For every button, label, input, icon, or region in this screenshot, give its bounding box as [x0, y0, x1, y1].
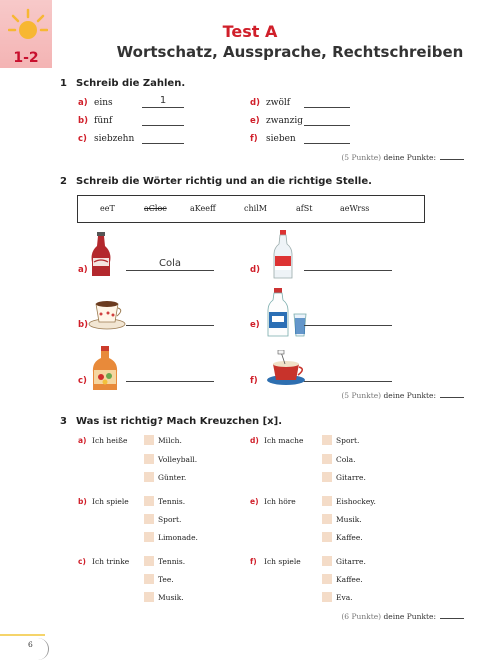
exercise-letter: b)	[78, 320, 88, 330]
answer-checkbox[interactable]	[322, 496, 332, 506]
answer-option: Eishockey.	[336, 497, 376, 506]
section-number: 1	[60, 78, 67, 89]
answer-checkbox[interactable]	[322, 592, 332, 602]
answer-option: Tennis.	[158, 497, 186, 506]
word-box	[77, 195, 425, 223]
answer-option: Musik.	[336, 515, 362, 524]
question-stem: a) Ich heiße	[78, 436, 128, 445]
answer-option: Eva.	[336, 593, 353, 602]
answer-field[interactable]: 1	[142, 96, 184, 108]
answer-checkbox[interactable]	[322, 514, 332, 524]
answer-checkbox[interactable]	[144, 472, 154, 482]
juice-bottle-icon	[90, 346, 120, 392]
page-subtitle: Wortschatz, Aussprache, Rechtschreiben	[116, 43, 464, 61]
answer-field[interactable]	[304, 370, 392, 382]
question-stem: f) Ich spiele	[250, 557, 301, 566]
answer-option: Volleyball.	[158, 455, 198, 464]
exercise-letter: c)	[78, 376, 87, 386]
exercise-letter: d)	[250, 265, 260, 275]
answer-option: Gitarre.	[336, 557, 366, 566]
section-instruction: Schreib die Wörter richtig und an die richtige Stelle.	[76, 176, 372, 187]
exercise-letter: a)	[78, 265, 88, 275]
section-number: 2	[60, 176, 67, 187]
answer-checkbox[interactable]	[322, 454, 332, 464]
exercise-item: f) sieben	[250, 134, 296, 144]
section-2-heading	[60, 176, 372, 187]
points-field[interactable]	[440, 159, 464, 160]
unit-label: 1-2	[13, 50, 39, 66]
answer-field[interactable]	[304, 132, 350, 144]
answer-option: Kaffee.	[336, 575, 363, 584]
answer-field[interactable]	[304, 114, 350, 126]
question-stem: b) Ich spiele	[78, 497, 129, 506]
tea-cup-icon	[266, 350, 306, 386]
answer-checkbox[interactable]	[144, 532, 154, 542]
answer-checkbox[interactable]	[322, 574, 332, 584]
answer-option: Milch.	[158, 436, 182, 445]
points-line: (6 Punkte) deine Punkte:	[341, 612, 464, 621]
answer-option: Tee.	[158, 575, 174, 584]
footer-rule	[0, 634, 45, 636]
answer-field[interactable]	[126, 314, 214, 326]
answer-option: Sport.	[336, 436, 360, 445]
exercise-item: e) zwanzig	[250, 116, 303, 126]
section-instruction: Schreib die Zahlen.	[76, 78, 186, 89]
answer-field[interactable]	[304, 96, 350, 108]
answer-option: Günter.	[158, 473, 187, 482]
answer-field[interactable]	[304, 259, 392, 271]
scrambled-word: afSt	[296, 204, 313, 213]
water-bottle-icon	[272, 230, 294, 280]
points-line: (5 Punkte) deine Punkte:	[341, 391, 464, 400]
exercise-item: c) siebzehn	[78, 134, 135, 144]
answer-field[interactable]	[126, 370, 214, 382]
question-stem: d) Ich mache	[250, 436, 304, 445]
answer-checkbox[interactable]	[144, 574, 154, 584]
answer-checkbox[interactable]	[144, 592, 154, 602]
scrambled-word: chilM	[244, 204, 267, 213]
answer-checkbox[interactable]	[322, 472, 332, 482]
question-stem: c) Ich trinke	[78, 557, 130, 566]
scrambled-word: aeWrss	[340, 204, 370, 213]
answer-option: Limonade.	[158, 533, 198, 542]
answer-field[interactable]: Cola	[126, 259, 214, 271]
answer-checkbox[interactable]	[144, 435, 154, 445]
exercise-item: d) zwölf	[250, 98, 291, 108]
answer-option: Kaffee.	[336, 533, 363, 542]
points-field[interactable]	[440, 618, 464, 619]
exercise-item: a) eins	[78, 98, 113, 108]
answer-option: Cola.	[336, 455, 356, 464]
points-field[interactable]	[440, 397, 464, 398]
exercise-item: b) fünf	[78, 116, 113, 126]
footer-decoration	[37, 638, 49, 660]
question-stem: e) Ich höre	[250, 497, 296, 506]
answer-checkbox[interactable]	[144, 514, 154, 524]
scrambled-word: aCloc	[144, 204, 167, 213]
section-number: 3	[60, 416, 67, 427]
answer-checkbox[interactable]	[322, 435, 332, 445]
answer-option: Sport.	[158, 515, 182, 524]
points-line: (5 Punkte) deine Punkte:	[341, 153, 464, 162]
answer-checkbox[interactable]	[322, 556, 332, 566]
answer-field[interactable]	[142, 132, 184, 144]
answer-option: Gitarre.	[336, 473, 366, 482]
answer-checkbox[interactable]	[322, 532, 332, 542]
milk-bottle-icon	[266, 288, 310, 338]
exercise-letter: f)	[250, 376, 258, 386]
answer-checkbox[interactable]	[144, 496, 154, 506]
answer-field[interactable]	[304, 314, 392, 326]
page-number: 6	[28, 640, 33, 649]
scrambled-word: eeT	[100, 204, 115, 213]
scrambled-word: aKeeff	[190, 204, 216, 213]
answer-checkbox[interactable]	[144, 556, 154, 566]
answer-option: Tennis.	[158, 557, 186, 566]
answer-checkbox[interactable]	[144, 454, 154, 464]
answer-option: Musik.	[158, 593, 184, 602]
section-instruction: Was ist richtig? Mach Kreuzchen [x].	[76, 416, 283, 427]
section-1-heading	[60, 78, 185, 89]
answer-field[interactable]	[142, 114, 184, 126]
exercise-letter: e)	[250, 320, 260, 330]
section-3-heading	[60, 416, 282, 427]
page-title: Test A	[222, 22, 278, 41]
